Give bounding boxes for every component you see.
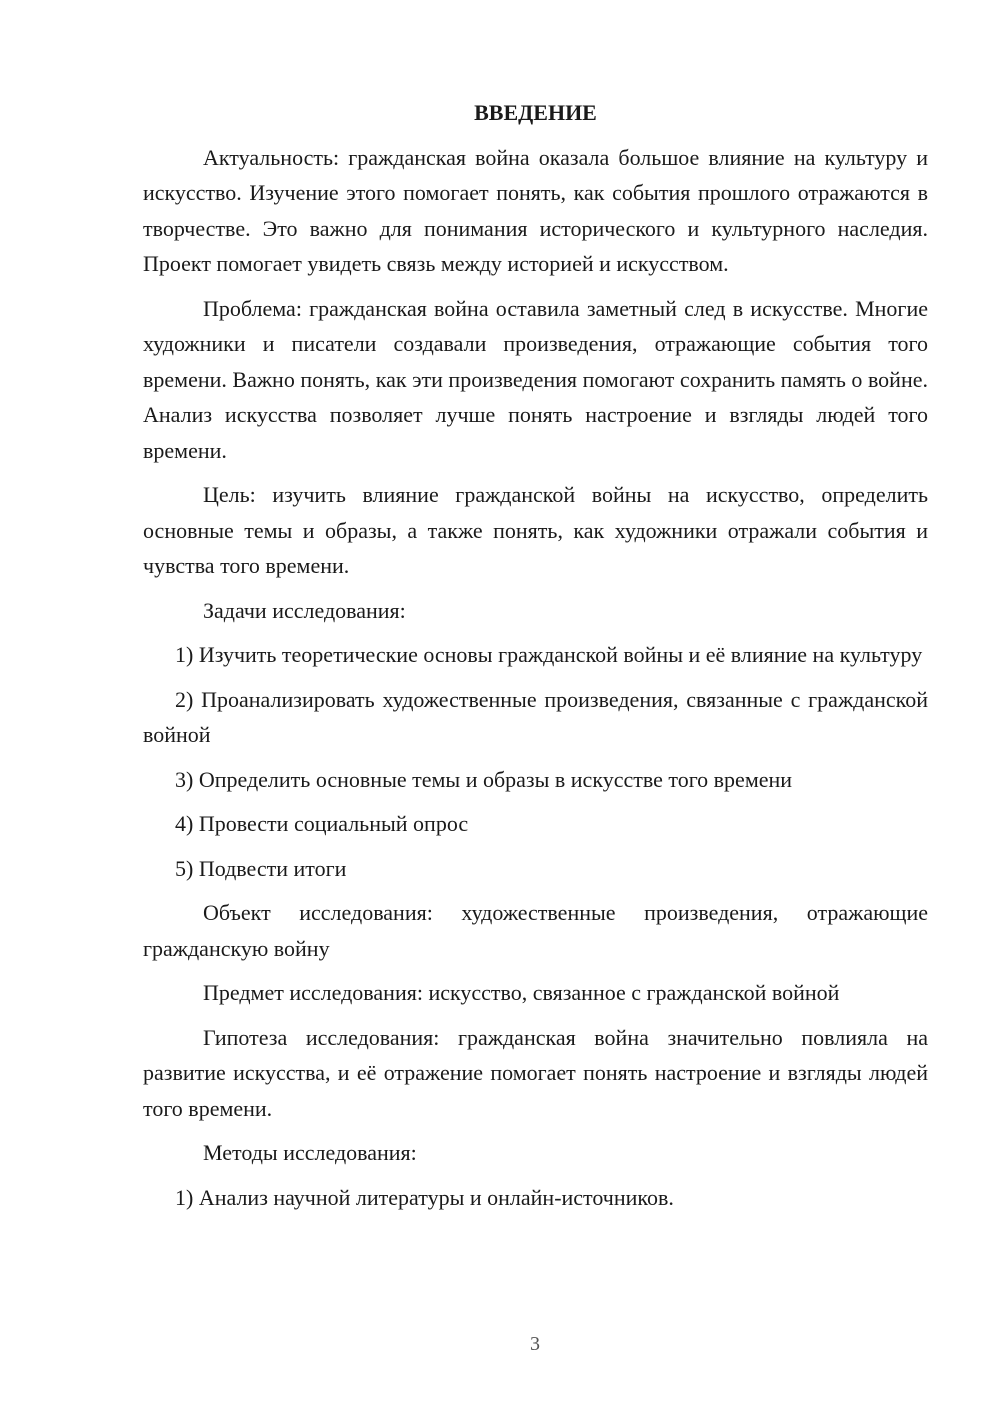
hypothesis-paragraph: Гипотеза исследования: гражданская война значительно повлияла на развитие искусства, и её отражение помогает понять настроение и взгляды людей того времени. — [143, 1024, 928, 1121]
task-item: 1) Изучить теоретические основы гражданской войны и её влияние на культуру — [175, 642, 923, 667]
subject-paragraph: Предмет исследования: искусство, связанное с гражданской войной — [203, 980, 840, 1005]
task-item: 4) Провести социальный опрос — [175, 811, 469, 836]
object-paragraph: Объект исследования: художественные произведения, отражающие гражданскую войну — [143, 900, 928, 961]
relevance-paragraph: Актуальность: гражданская война оказала большое влияние на культуру и искусство. Изучение этого помогает понять, как события прошлого отражаются в творчестве. Это важно для понимания исторического и культурного наследия. Проект помогает увидеть связь между историей и искусством. — [143, 144, 928, 276]
methods-heading: Методы исследования: — [203, 1140, 417, 1165]
goal-paragraph: Цель: изучить влияние гражданской войны на искусство, определить основные темы и образы, а также понять, как художники отражали события и чувства того времени. — [143, 482, 928, 578]
tasks-heading: Задачи исследования: — [203, 597, 406, 623]
page-number: 3 — [530, 1333, 540, 1355]
task-item: 2) Проанализировать художественные произведения, связанные с гражданской войной — [143, 686, 928, 747]
method-item: 1) Анализ научной литературы и онлайн-источников. — [175, 1184, 674, 1210]
problem-paragraph: Проблема: гражданская война оставила заметный след в искусстве. Многие художники и писатели создавали произведения, отражающие события того времени. Важно понять, как эти произведения помогают сохранить память о войне. Анализ искусства позволяет лучше понять настроение и взгляды людей того времени. — [143, 295, 928, 463]
document-page — [143, 95, 928, 1224]
task-item: 3) Определить основные темы и образы в искусстве того времени — [175, 766, 793, 792]
page-title: ВВЕДЕНИЕ — [474, 100, 597, 125]
task-item: 5) Подвести итоги — [175, 855, 347, 881]
